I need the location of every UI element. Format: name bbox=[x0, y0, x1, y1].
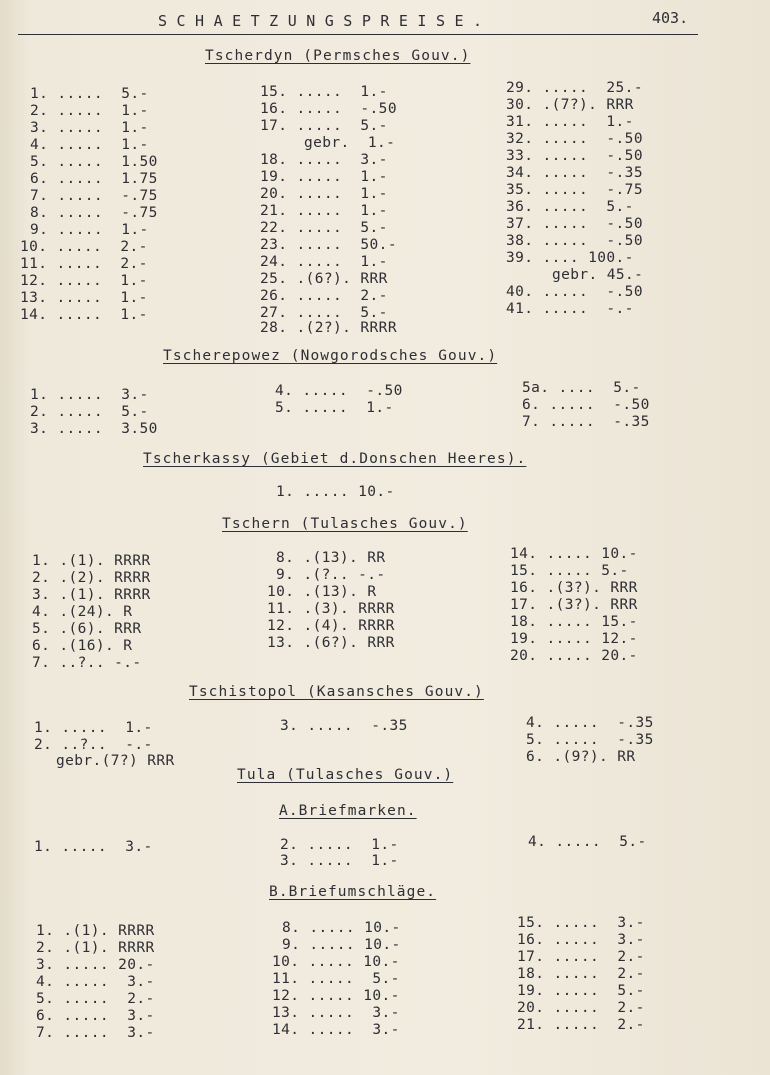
price-entry: 1. ..... 3.- bbox=[34, 839, 153, 855]
price-entry: 33. ..... -.50 bbox=[506, 148, 643, 164]
price-entry: 19. ..... 5.- bbox=[517, 983, 645, 999]
price-entry: 2. .(2). RRRR bbox=[32, 570, 151, 586]
price-entry: 19. ..... 1.- bbox=[260, 169, 388, 185]
price-entry: 2. ..... 1.- bbox=[280, 837, 399, 853]
price-entry: 7. ..... -.75 bbox=[30, 188, 158, 204]
price-entry: 17. .(3?). RRR bbox=[510, 597, 638, 613]
section-title: Tscherepowez (Nowgorodsches Gouv.) bbox=[163, 348, 498, 364]
price-entry: 4. ..... -.35 bbox=[526, 715, 654, 731]
price-entry: 16. ..... -.50 bbox=[260, 101, 397, 117]
section-title: Tschistopol (Kasansches Gouv.) bbox=[189, 684, 484, 700]
price-entry: 18. ..... 3.- bbox=[260, 152, 388, 168]
price-entry: 2. ..... 5.- bbox=[30, 404, 149, 420]
price-entry: 6. ..... -.50 bbox=[522, 397, 650, 413]
price-entry: 8. .(13). RR bbox=[276, 550, 386, 566]
page-header bbox=[0, 0, 770, 40]
price-entry: 18. ..... 15.- bbox=[510, 614, 638, 630]
price-entry: 26. ..... 2.- bbox=[260, 288, 388, 304]
price-entry: 40. ..... -.50 bbox=[506, 284, 643, 300]
price-entry: 9. ..... 1.- bbox=[30, 222, 149, 238]
price-entry: 5. ..... 2.- bbox=[36, 991, 155, 1007]
price-entry: 38. ..... -.50 bbox=[506, 233, 643, 249]
price-entry: 3. ..... 3.50 bbox=[30, 421, 158, 437]
price-entry: gebr. 45.- bbox=[552, 267, 644, 283]
price-entry: 6. ..... 3.- bbox=[36, 1008, 155, 1024]
price-entry: 2. ..... 1.- bbox=[30, 103, 149, 119]
price-entry: 1. ..... 5.- bbox=[30, 86, 149, 102]
running-title: SCHAETZUNGSPREISE. bbox=[158, 12, 492, 30]
price-entry: 21. ..... 2.- bbox=[517, 1017, 645, 1033]
price-entry: 5. ..... -.35 bbox=[526, 732, 654, 748]
price-entry: 4. ..... 1.- bbox=[30, 137, 149, 153]
price-entry: 23. ..... 50.- bbox=[260, 237, 397, 253]
price-entry: gebr. 1.- bbox=[304, 135, 396, 151]
price-entry: 25. .(6?). RRR bbox=[260, 271, 388, 287]
price-entry: 8. ..... 10.- bbox=[282, 920, 401, 936]
price-entry: 4. ..... 3.- bbox=[36, 974, 155, 990]
section-title: Tscherkassy (Gebiet d.Donschen Heeres). bbox=[143, 451, 527, 467]
price-entry: 20. ..... 20.- bbox=[510, 648, 638, 664]
price-entry: 3. ..... 1.- bbox=[280, 853, 399, 869]
price-entry: 24. ..... 1.- bbox=[260, 254, 388, 270]
price-entry: 5. ..... 1.50 bbox=[30, 154, 158, 170]
price-entry: 20. ..... 1.- bbox=[260, 186, 388, 202]
price-entry: 15. ..... 1.- bbox=[260, 84, 388, 100]
price-entry: 4. ..... -.50 bbox=[275, 383, 403, 399]
price-entry: 7. ..... -.35 bbox=[522, 414, 650, 430]
price-entry: 13. ..... 3.- bbox=[272, 1005, 400, 1021]
price-entry: 7. ..... 3.- bbox=[36, 1025, 155, 1041]
price-entry: 6. .(9?). RR bbox=[526, 749, 636, 765]
price-entry: 12. .(4). RRRR bbox=[267, 618, 395, 634]
price-entry: 39. .... 100.- bbox=[506, 250, 634, 266]
price-entry: 14. ..... 10.- bbox=[510, 546, 638, 562]
price-entry: 10. ..... 2.- bbox=[20, 239, 148, 255]
price-entry: 36. ..... 5.- bbox=[506, 199, 634, 215]
price-entry: 21. ..... 1.- bbox=[260, 203, 388, 219]
price-entry: 10. ..... 10.- bbox=[272, 954, 400, 970]
price-entry: 6. .(16). R bbox=[32, 638, 133, 654]
price-entry: 7. ..?.. -.- bbox=[32, 655, 142, 671]
price-entry: 3. ..... -.35 bbox=[280, 718, 408, 734]
price-entry: 29. ..... 25.- bbox=[506, 80, 643, 96]
price-entry: 5a. .... 5.- bbox=[522, 380, 641, 396]
section-title: Tschern (Tulasches Gouv.) bbox=[222, 516, 468, 532]
price-entry: 15. ..... 3.- bbox=[517, 915, 645, 931]
price-entry: 1. .(1). RRRR bbox=[36, 923, 155, 939]
section-title: Tscherdyn (Permsches Gouv.) bbox=[205, 48, 471, 64]
price-entry: 3. ..... 1.- bbox=[30, 120, 149, 136]
price-entry: 27. ..... 5.- bbox=[260, 305, 388, 321]
price-entry: 14. ..... 3.- bbox=[272, 1022, 400, 1038]
price-entry: 14. ..... 1.- bbox=[20, 307, 148, 323]
price-entry: 17. ..... 5.- bbox=[260, 118, 388, 134]
price-entry: 12. ..... 10.- bbox=[272, 988, 400, 1004]
price-entry: 2. ..?.. -.- bbox=[34, 737, 153, 753]
price-entry: 2. .(1). RRRR bbox=[36, 940, 155, 956]
price-entry: 5. .(6). RRR bbox=[32, 621, 142, 637]
price-entry: gebr.(7?) RRR bbox=[56, 753, 175, 769]
subsection-title: B.Briefumschläge. bbox=[269, 884, 437, 900]
price-entry: 22. ..... 5.- bbox=[260, 220, 388, 236]
page-number: 403. bbox=[652, 9, 689, 27]
price-entry: 18. ..... 2.- bbox=[517, 966, 645, 982]
price-entry: 20. ..... 2.- bbox=[517, 1000, 645, 1016]
price-entry: 19. ..... 12.- bbox=[510, 631, 638, 647]
price-entry: 34. ..... -.35 bbox=[506, 165, 643, 181]
header-rule bbox=[18, 34, 698, 35]
price-entry: 9. .(?.. -.- bbox=[276, 567, 386, 583]
price-entry: 1. ..... 1.- bbox=[34, 720, 153, 736]
price-entry: 13. .(6?). RRR bbox=[267, 635, 395, 651]
price-entry: 41. ..... -.- bbox=[506, 301, 634, 317]
price-entry: 1. .(1). RRRR bbox=[32, 553, 151, 569]
price-entry: 12. ..... 1.- bbox=[20, 273, 148, 289]
price-entry: 1. ..... 10.- bbox=[276, 484, 395, 500]
price-entry: 8. ..... -.75 bbox=[30, 205, 158, 221]
subsection-title: A.Briefmarken. bbox=[279, 803, 417, 819]
price-entry: 4. ..... 5.- bbox=[528, 834, 647, 850]
price-entry: 11. ..... 2.- bbox=[20, 256, 148, 272]
price-entry: 6. ..... 1.75 bbox=[30, 171, 158, 187]
price-entry: 3. .(1). RRRR bbox=[32, 587, 151, 603]
price-entry: 13. ..... 1.- bbox=[20, 290, 148, 306]
price-entry: 16. ..... 3.- bbox=[517, 932, 645, 948]
price-entry: 17. ..... 2.- bbox=[517, 949, 645, 965]
price-entry: 5. ..... 1.- bbox=[275, 400, 394, 416]
price-entry: 1. ..... 3.- bbox=[30, 387, 149, 403]
price-entry: 30. .(7?). RRR bbox=[506, 97, 634, 113]
price-entry: 16. .(3?). RRR bbox=[510, 580, 638, 596]
price-entry: 10. .(13). R bbox=[267, 584, 377, 600]
price-entry: 4. .(24). R bbox=[32, 604, 133, 620]
price-entry: 31. ..... 1.- bbox=[506, 114, 634, 130]
price-entry: 32. ..... -.50 bbox=[506, 131, 643, 147]
price-entry: 35. ..... -.75 bbox=[506, 182, 643, 198]
price-entry: 15. ..... 5.- bbox=[510, 563, 629, 579]
price-entry: 11. .(3). RRRR bbox=[267, 601, 395, 617]
price-entry: 9. ..... 10.- bbox=[282, 937, 401, 953]
price-entry: 28. .(2?). RRRR bbox=[260, 320, 397, 336]
price-entry: 3. ..... 20.- bbox=[36, 957, 155, 973]
section-title: Tula (Tulasches Gouv.) bbox=[237, 767, 454, 783]
price-entry: 37. ..... -.50 bbox=[506, 216, 643, 232]
price-entry: 11. ..... 5.- bbox=[272, 971, 400, 987]
